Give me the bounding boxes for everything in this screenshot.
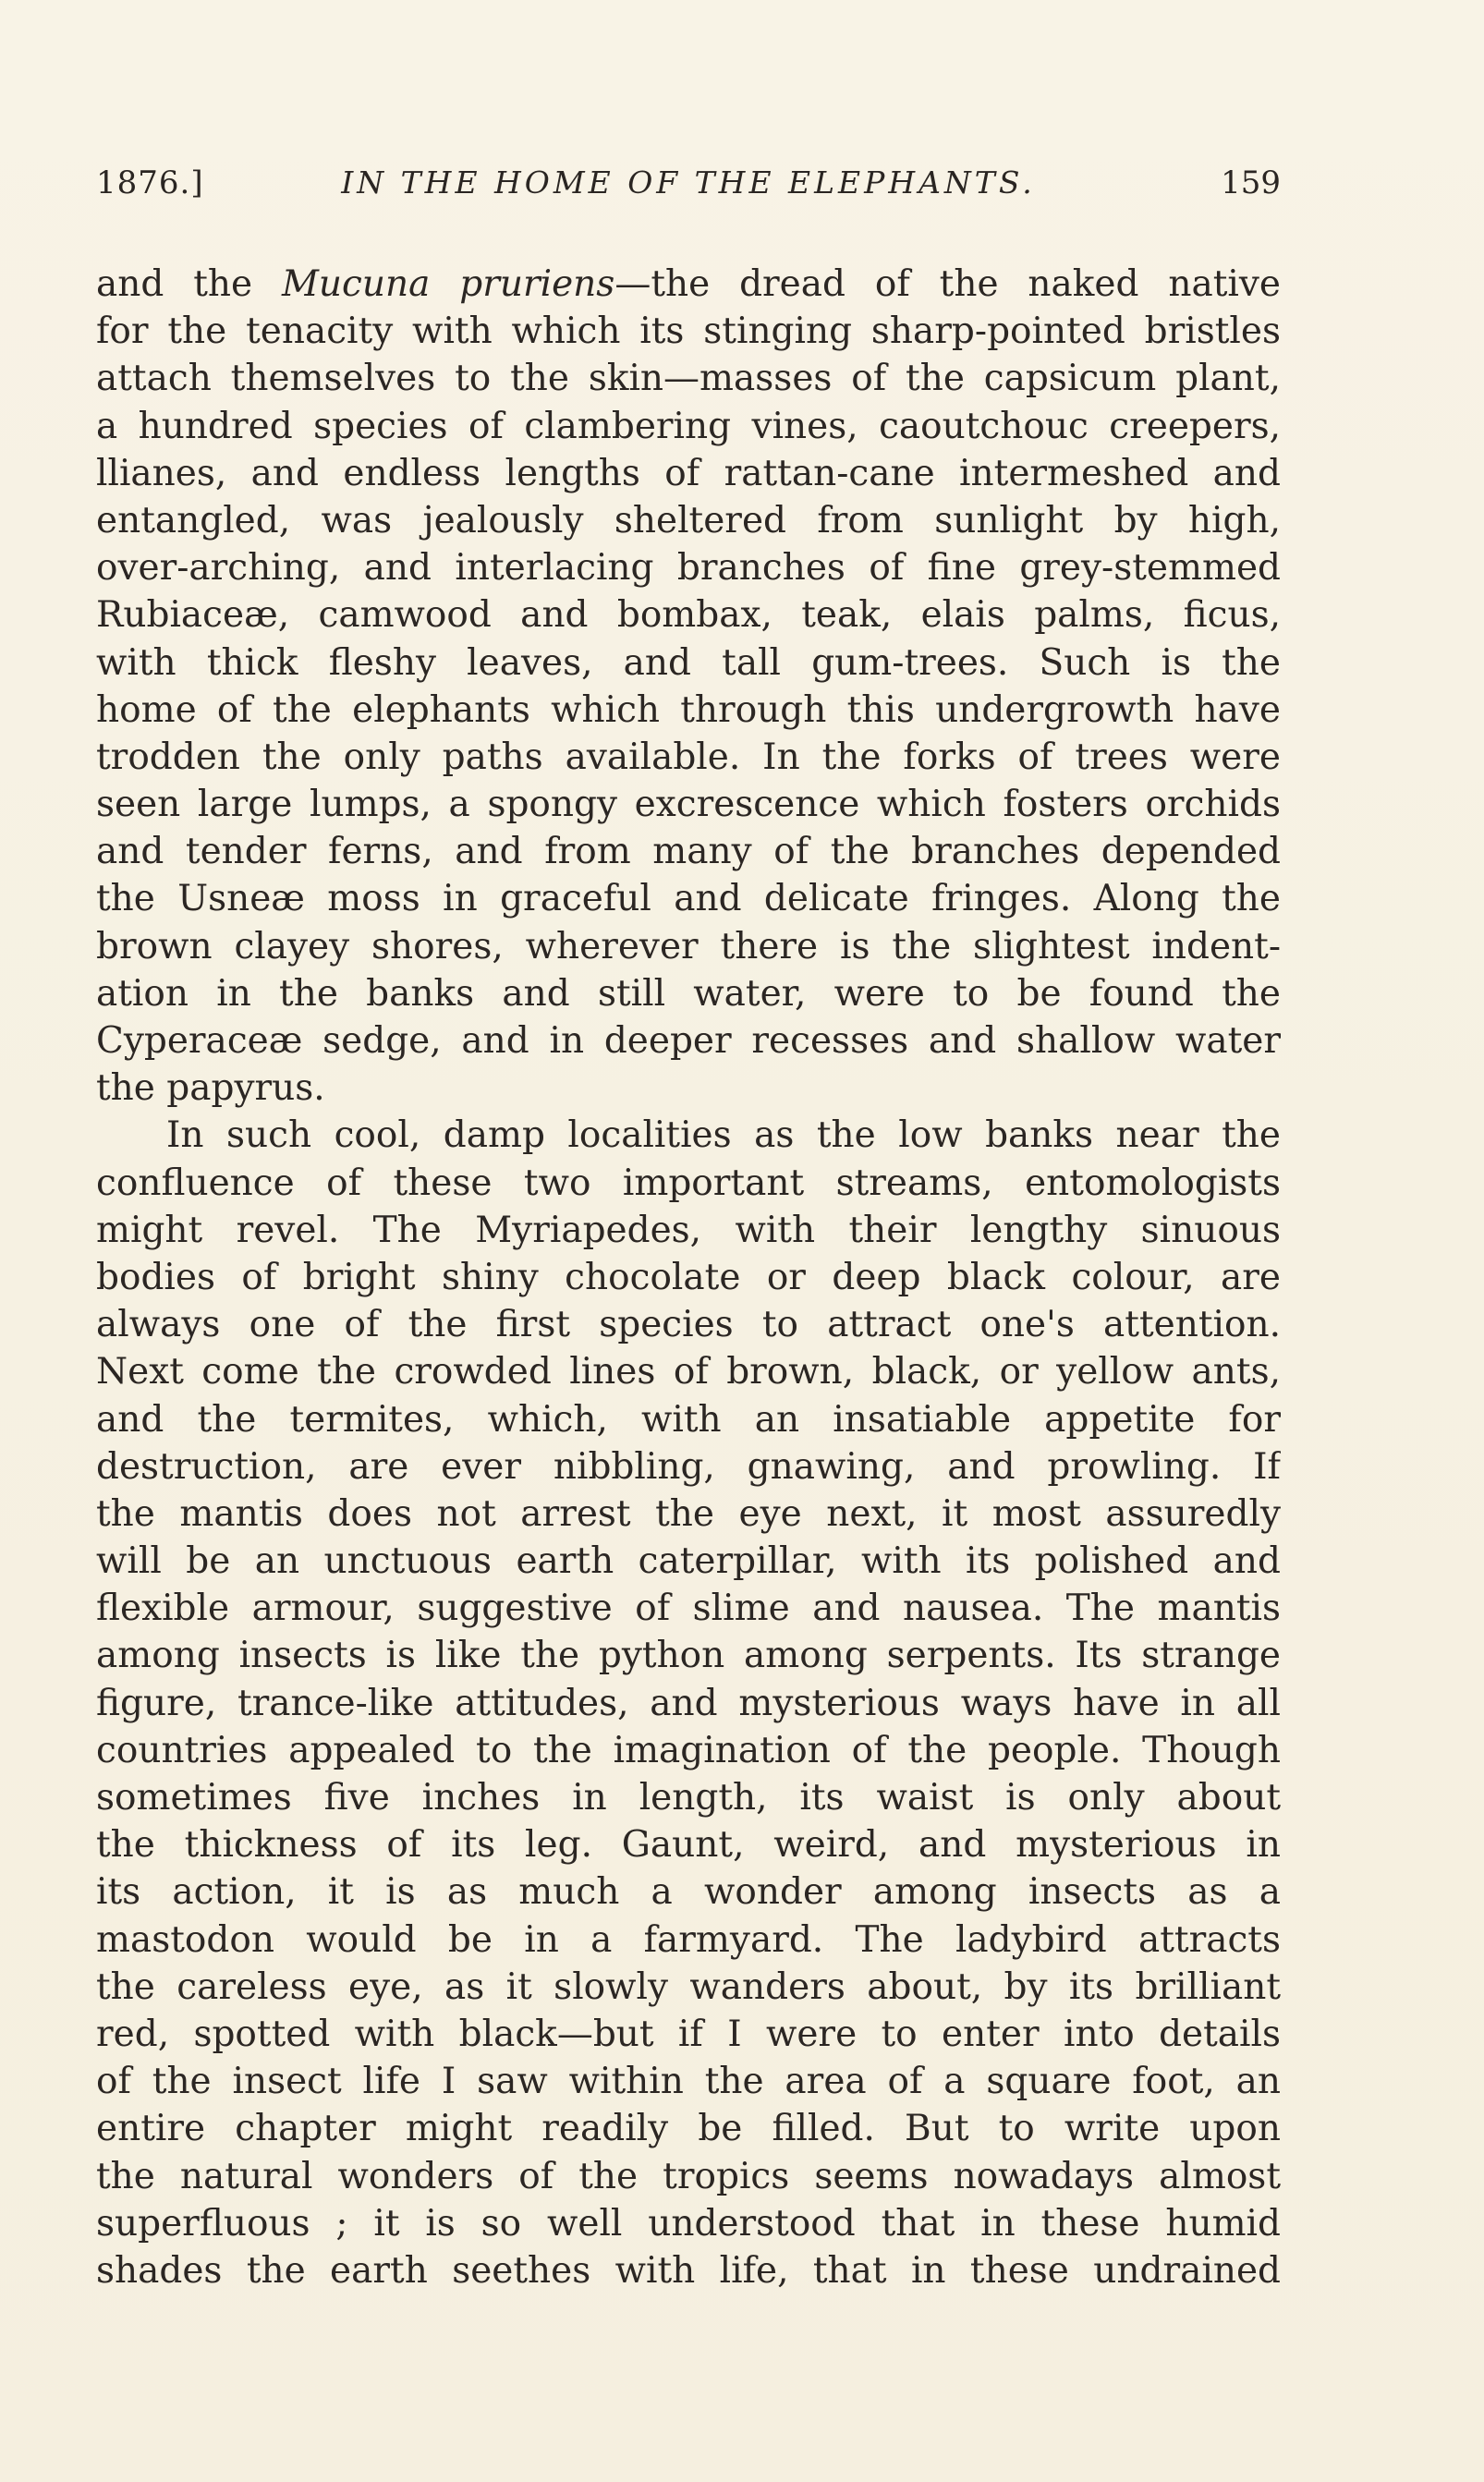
text-line: trodden the only paths available. In the forks of trees were — [96, 736, 1281, 778]
text-line: llianes, and endless lengths of rattan-cane intermeshed and — [96, 452, 1281, 494]
text-line: and tender ferns, and from many of the branches depended — [96, 831, 1281, 873]
text-line: Cyperaceæ sedge, and in deeper recesses and shallow water — [96, 1020, 1281, 1062]
text-line: Rubiaceæ, camwood and bombax, teak, elais palms, ficus, — [96, 594, 1281, 637]
text-line: figure, trance-like attitudes, and mysterious ways have in all — [96, 1682, 1281, 1724]
text-line: the natural wonders of the tropics seems nowadays almost — [96, 2155, 1281, 2197]
text-line: entire chapter might readily be filled. But to write upon — [96, 2108, 1281, 2150]
text-line: and the Mucuna pruriens—the dread of the naked native — [96, 263, 1281, 305]
body-text — [96, 261, 1281, 2294]
text-line: among insects is like the python among serpents. Its strange — [96, 1635, 1281, 1677]
text-line: the mantis does not arrest the eye next, it most assuredly — [96, 1492, 1281, 1535]
text-line: bodies of bright shiny chocolate or deep black colour, are — [96, 1256, 1281, 1298]
text-line: flexible armour, suggestive of slime and nausea. The mantis — [96, 1588, 1281, 1630]
text-line: shades the earth seethes with life, that in these undrained — [96, 2249, 1281, 2292]
text-line: a hundred species of clambering vines, caoutchouc creepers, — [96, 405, 1281, 447]
text-line: confluence of these two important streams, entomologists — [96, 1162, 1281, 1204]
text-line: the thickness of its leg. Gaunt, weird, and mysterious in — [96, 1824, 1281, 1867]
text-line: seen large lumps, a spongy excrescence which fosters orchids — [96, 784, 1281, 826]
text-line: might revel. The Myriapedes, with their lengthy sinuous — [96, 1209, 1281, 1251]
header-year: 1876.] — [96, 164, 204, 201]
species-name: Mucuna pruriens — [281, 263, 615, 305]
running-header — [96, 164, 1281, 220]
text-line: red, spotted with black—but if I were to enter into details — [96, 2013, 1281, 2055]
text-line: attach themselves to the skin—masses of the capsicum plant, — [96, 358, 1281, 400]
text-line: always one of the first species to attract one's attention. — [96, 1304, 1281, 1346]
text-line: its action, it is as much a wonder among insects as a — [96, 1871, 1281, 1914]
text-line: the careless eye, as it slowly wanders about, by its brilliant — [96, 1965, 1281, 2008]
text-line: of the insect life I saw within the area of a square foot, an — [96, 2061, 1281, 2103]
text-line: for the tenacity with which its stinging sharp-pointed bristles — [96, 310, 1281, 353]
running-title: IN THE HOME OF THE ELEPHANTS. — [341, 164, 1036, 201]
text-line: will be an unctuous earth caterpillar, with its polished and — [96, 1540, 1281, 1583]
text-line: countries appealed to the imagination of the people. Though — [96, 1729, 1281, 1771]
text-line: sometimes five inches in length, its waist is only about — [96, 1777, 1281, 1819]
text-line: and the termites, which, with an insatiable appetite for — [96, 1398, 1281, 1441]
text-line: over-arching, and interlacing branches of fine grey-stemmed — [96, 547, 1281, 590]
text-line: mastodon would be in a farmyard. The ladybird attracts — [96, 1918, 1281, 1961]
text-line: destruction, are ever nibbling, gnawing, and prowling. If — [96, 1445, 1281, 1488]
text-line: entangled, was jealously sheltered from sunlight by high, — [96, 499, 1281, 541]
text-line: superfluous ; it is so well understood that in these humid — [96, 2202, 1281, 2245]
paragraph-start-line: In such cool, damp localities as the low banks near the — [166, 1114, 1281, 1157]
text-line: brown clayey shores, wherever there is the slightest indent- — [96, 925, 1281, 967]
text-line: home of the elephants which through this undergrowth have — [96, 688, 1281, 731]
page-number: 159 — [1221, 164, 1281, 201]
text-line: the Usneæ moss in graceful and delicate fringes. Along the — [96, 878, 1281, 920]
text-line: Next come the crowded lines of brown, black, or yellow ants, — [96, 1351, 1281, 1393]
text-line: ation in the banks and still water, were to be found the — [96, 972, 1281, 1015]
text-line: the papyrus. — [96, 1067, 325, 1110]
text-line: with thick fleshy leaves, and tall gum-trees. Such is the — [96, 641, 1281, 684]
